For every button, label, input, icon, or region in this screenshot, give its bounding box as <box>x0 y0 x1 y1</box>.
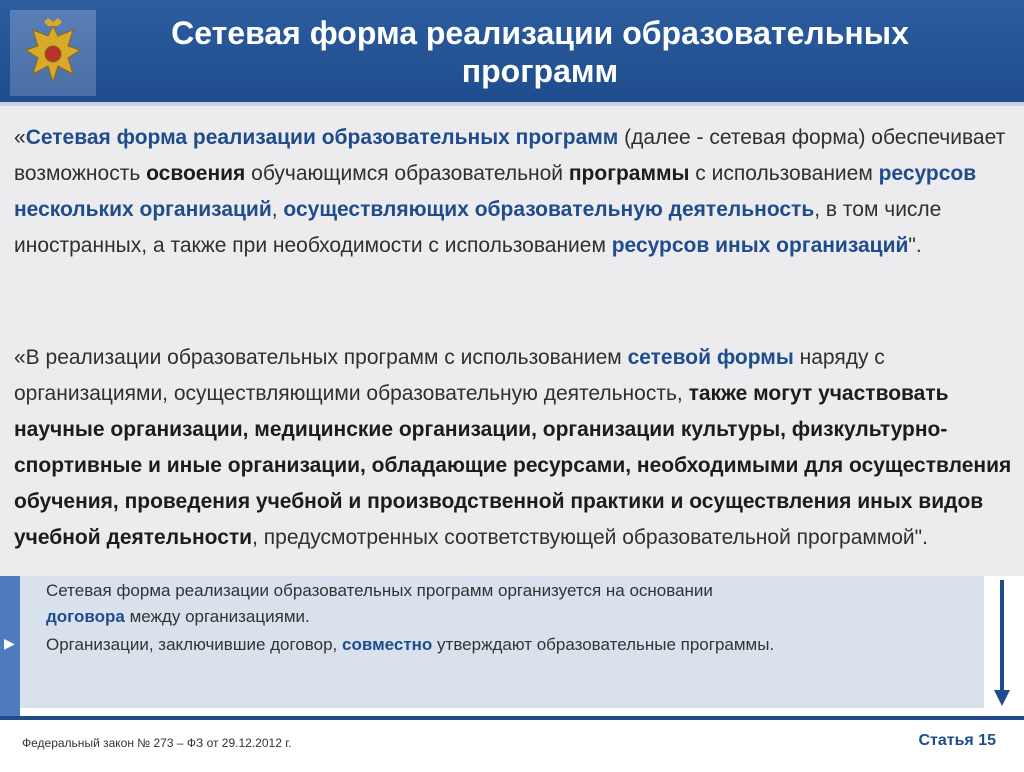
text-span: ". <box>908 234 922 257</box>
bold-term: также могут участвовать научные организации, медицинские организации, организации культуры, физкультурно-спортивные и иные организации, обладающие ресурсами, необходимыми для осуществления обучения, проведения учебной и производственной практики и осуществления иных видов учебной деятельности <box>14 382 1012 549</box>
highlight-term: совместно <box>342 635 433 654</box>
triangle-right-icon: ▶ <box>4 636 15 652</box>
text-span: , <box>271 198 284 221</box>
note-panel <box>0 576 1024 716</box>
text-span: между организациями. <box>124 607 310 626</box>
paragraph-participants <box>14 340 1014 556</box>
highlight-term: Сетевая форма реализации образовательных программ <box>25 126 619 149</box>
text-span: «В реализации образовательных программ с использованием <box>14 346 628 369</box>
highlight-term: договора <box>46 607 125 626</box>
note-line-2 <box>46 632 966 658</box>
text-span: обучающимся образовательной <box>245 162 569 185</box>
title-line-1: Сетевая форма реализации образовательных <box>171 15 909 51</box>
text-span: , в том числе иностранных, а также при необходимости с использованием <box>14 198 942 257</box>
bold-term: программы <box>568 162 690 185</box>
text-span: « <box>14 126 26 149</box>
article-number: Статья 15 <box>918 732 996 749</box>
paragraph-definition <box>14 120 1014 264</box>
highlight-term: сетевой формы <box>627 346 794 369</box>
header-bar <box>0 0 1024 106</box>
text-span: Организации, заключившие договор, <box>46 635 342 654</box>
text-span: с использованием <box>689 162 879 185</box>
double-headed-eagle-icon <box>18 16 88 92</box>
text-span: (далее - сетевая форма) обеспечивает возможность <box>14 126 1006 185</box>
title-line-2: программ <box>461 53 619 89</box>
highlight-term: ресурсов нескольких организаций <box>14 162 977 221</box>
left-rail <box>0 576 20 716</box>
bold-term: освоения <box>146 162 246 185</box>
text-span: утверждают образовательные программы. <box>432 635 775 654</box>
page-title <box>110 14 970 90</box>
highlight-term: осуществляющих образовательную деятельность <box>283 198 815 221</box>
footer-bar <box>0 716 1024 772</box>
text-span: наряду с организациями, осуществляющими образовательную деятельность, <box>14 346 885 405</box>
highlight-term: ресурсов иных организаций <box>611 234 909 257</box>
law-reference: Федеральный закон № 273 – ФЗ от 29.12.2012 г. <box>22 736 292 750</box>
arrow-down-icon <box>994 580 1010 708</box>
note-line-1 <box>46 578 966 630</box>
text-span: Сетевая форма реализации образовательных программ организуется на основании <box>46 581 713 600</box>
emblem-box <box>10 10 96 96</box>
text-span: , предусмотренных соответствующей образовательной программой". <box>252 526 928 549</box>
